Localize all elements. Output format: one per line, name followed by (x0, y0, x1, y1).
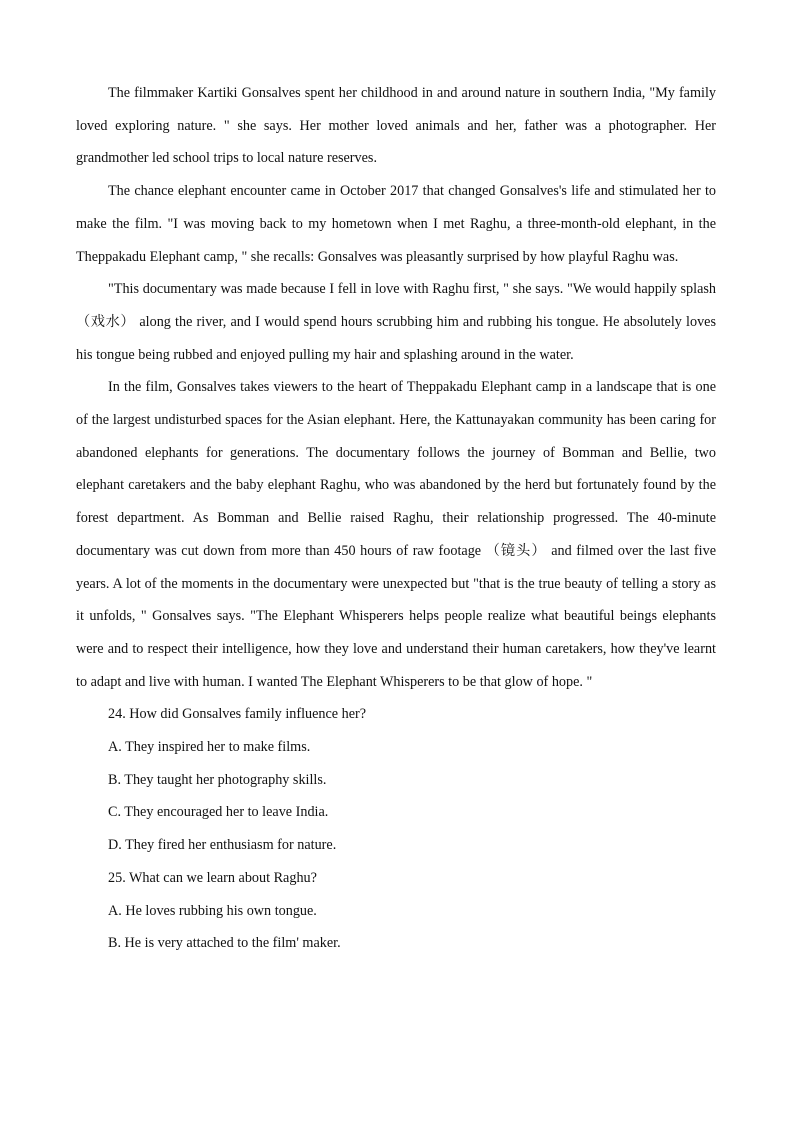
option-25-a: A. He loves rubbing his own tongue. (108, 902, 317, 919)
question-24: 24. How did Gonsalves family influence her? (108, 706, 367, 723)
option-25-b: B. He is very attached to the film' maker. (108, 935, 341, 952)
paragraph-3: "This documentary was made because I fell in love with Raghu first, " she says. "We would happily splash （戏水） along the river, and I would spend hours scrubbing him and rubbing his tongue. He absolutely loves his tongue being rubbed and enjoyed pulling my hair and splashing around in the water. (76, 281, 716, 363)
option-24-b: B. They taught her photography skills. (108, 771, 327, 788)
paragraph-1: The filmmaker Kartiki Gonsalves spent her childhood in and around nature in southern India, "My family loved exploring nature. " she says. Her mother loved animals and her, father was a photographer. Her grandmother led school trips to local nature reserves. (76, 85, 716, 167)
passage (76, 77, 716, 960)
option-24-c: C. They encouraged her to leave India. (108, 804, 329, 821)
option-24-a: A. They inspired her to make films. (108, 739, 311, 756)
option-24-d: D. They fired her enthusiasm for nature. (108, 837, 337, 854)
question-25: 25. What can we learn about Raghu? (108, 869, 317, 886)
paragraph-2: The chance elephant encounter came in October 2017 that changed Gonsalves's life and stimulated her to make the film. "I was moving back to my hometown when I met Raghu, a three-month-old elephant, in the Theppakadu Elephant camp, " she recalls: Gonsalves was pleasantly surprised by how playful Raghu was. (76, 183, 716, 265)
paragraph-4: In the film, Gonsalves takes viewers to the heart of Theppakadu Elephant camp in a landscape that is one of the largest undisturbed spaces for the Asian elephant. Here, the Kattunayakan community has been caring for abandoned elephants for generations. The documentary follows the journey of Bomman and Bellie, two elephant caretakers and the baby elephant Raghu, who was abandoned by the herd but fortunately found by the forest department. As Bomman and Bellie raised Raghu, their relationship progressed. The 40-minute documentary was cut down from more than 450 hours of raw footage （镜头） and filmed over the last five years. A lot of the moments in the documentary were unexpected but "that is the true beauty of telling a story as it unfolds, " Gonsalves says. "The Elephant Whisperers helps people realize what beautiful beings elephants were and to respect their intelligence, how they love and understand their human caretakers, how they've learnt to adapt and live with human. I wanted The Elephant Whisperers to be that glow of hope. " (76, 379, 716, 690)
